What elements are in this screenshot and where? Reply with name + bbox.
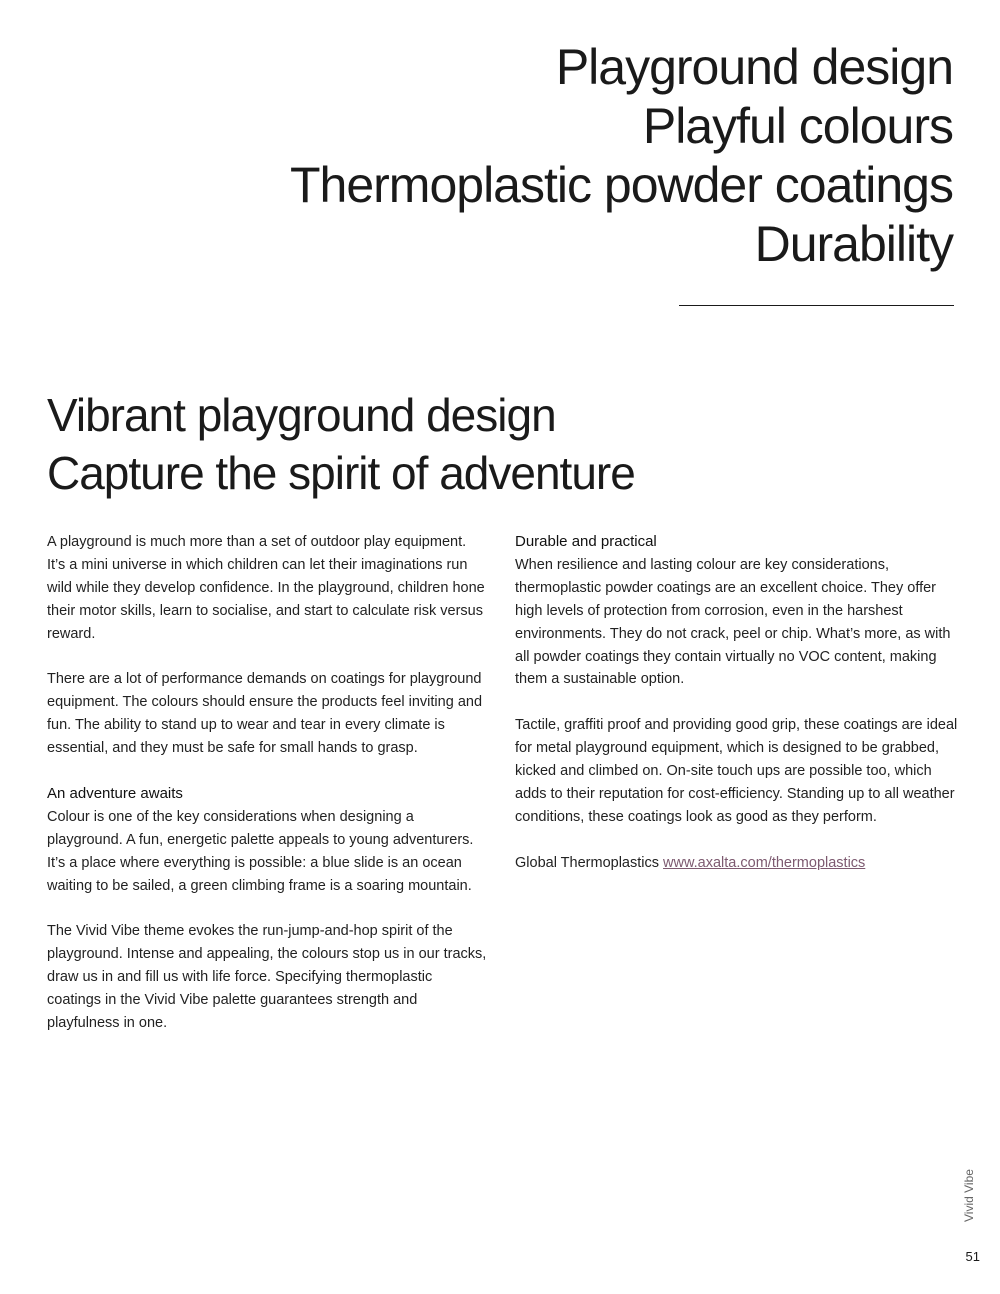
left-column: [47, 531, 487, 1058]
side-section-label: Vivid Vibe: [962, 1169, 976, 1222]
top-title-line: Playground design: [555, 39, 953, 95]
section-heading: Durable and practical: [515, 533, 657, 550]
paragraph: A playground is much more than a set of outdoor play equipment. It’s a mini universe in which children can let their imaginations run wild while they develop confidence. In the playground, children hone their motor skills, learn to socialise, and start to calculate risk versus reward.: [47, 534, 485, 642]
headline-line: Vibrant playground design: [47, 389, 556, 441]
top-title-line: Playful colours: [642, 98, 953, 154]
paragraph: When resilience and lasting colour are key considerations, thermoplastic powder coatings are an excellent choice. They offer high levels of protection from corrosion, even in the harshest environments. They do not crack, peel or chip. What’s more, as with all powder coatings they contain virtually no VOC content, making them a sustainable option.: [515, 556, 951, 688]
paragraph: Tactile, graffiti proof and providing good grip, these coatings are ideal for metal playground equipment, which is designed to be grabbed, kicked and climbed on. On-site touch ups are possible too, which adds to their reputation for cost-efficiency. Standing up to all weather conditions, these coatings look as good as they perform.: [515, 717, 958, 825]
contact-label: Global Thermoplastics: [515, 854, 659, 871]
headline-line: Capture the spirit of adventure: [47, 447, 635, 499]
paragraph: The Vivid Vibe theme evokes the run-jump-and-hop spirit of the playground. Intense and appealing, the colours stop us in our tracks, draw us in and fill us with life force. Specifying thermoplastic coatings in the Vivid Vibe palette guarantees strength and playfulness in one.: [47, 923, 487, 1031]
contact-line: [515, 852, 960, 875]
divider-rule: [679, 305, 954, 306]
top-titles: [193, 38, 953, 274]
top-title-line: Durability: [754, 216, 953, 272]
paragraph: Colour is one of the key considerations when designing a playground. A fun, energetic palette appeals to young adventurers. It’s a place where everything is possible: a blue slide is an ocean waiting to be sailed, a green climbing frame is a soaring mountain.: [47, 808, 474, 894]
top-title-line: Thermoplastic powder coatings: [290, 157, 953, 213]
section-heading: An adventure awaits: [47, 784, 183, 802]
right-column: [515, 531, 960, 897]
paragraph: There are a lot of performance demands on coatings for playground equipment. The colours should ensure the products feel inviting and fun. The ability to stand up to wear and tear in every climate is essential, and they must be safe for small hands to grasp.: [47, 671, 483, 757]
page-number: 51: [965, 1249, 980, 1264]
thermoplastics-link[interactable]: www.axalta.com/thermoplastics: [663, 854, 866, 871]
headline: [47, 386, 947, 502]
